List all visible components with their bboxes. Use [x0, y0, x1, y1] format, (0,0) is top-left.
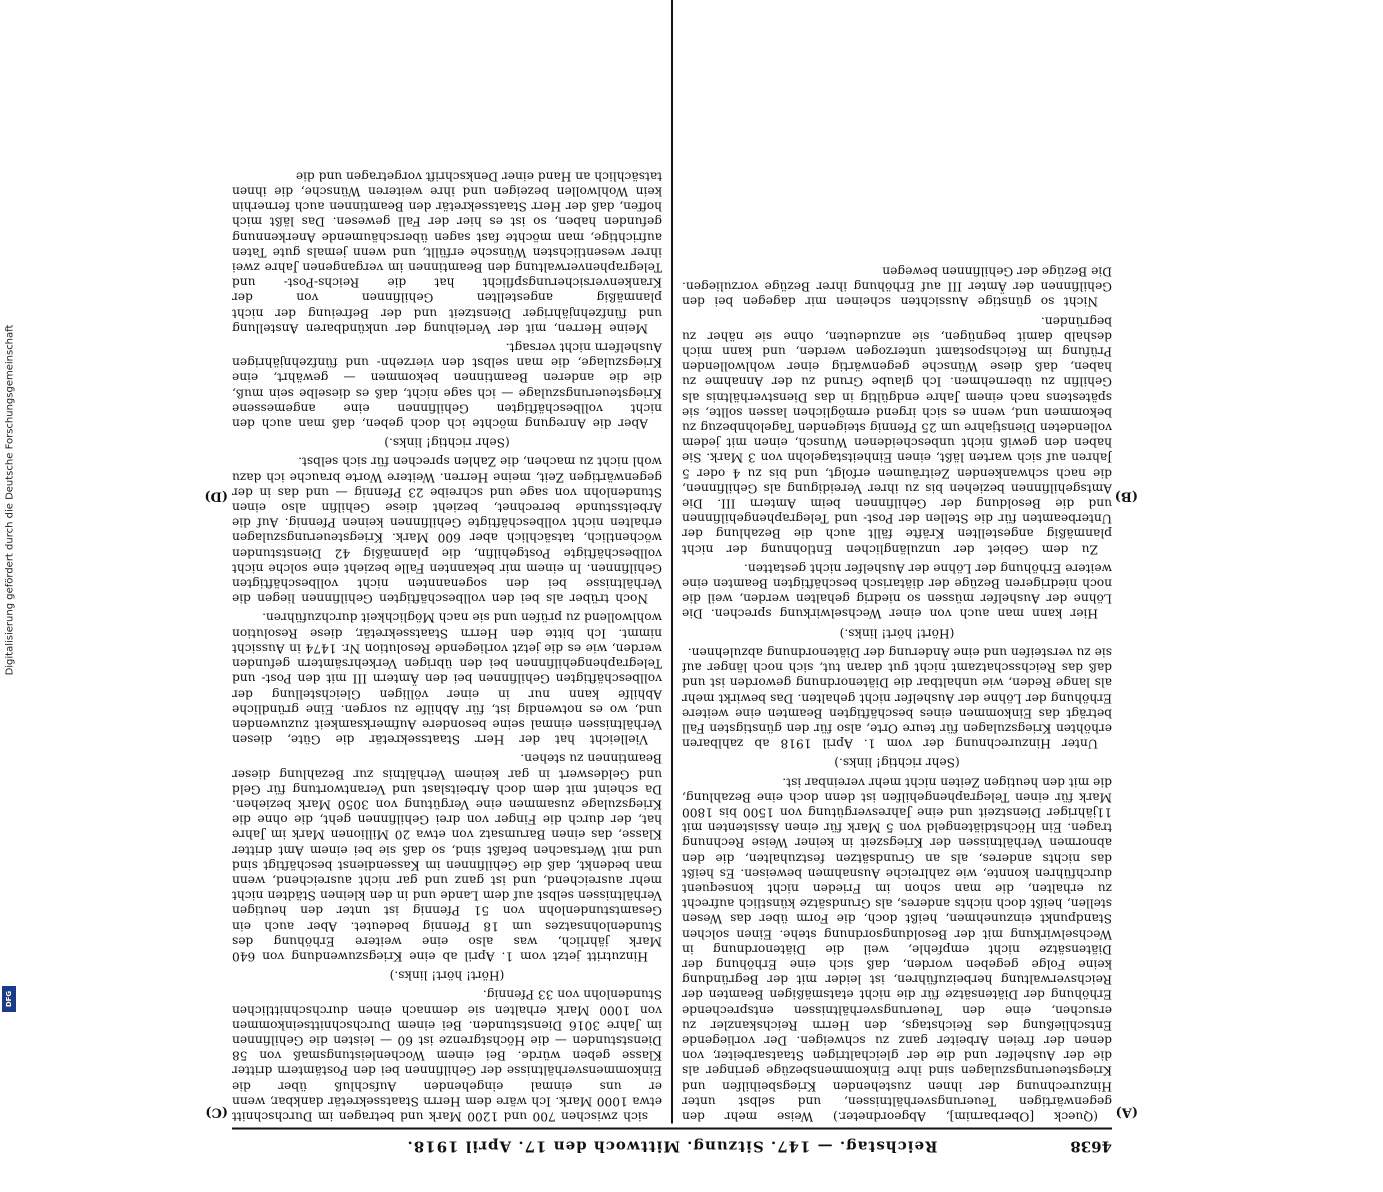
- page-header: [232, 1128, 1112, 1164]
- paragraph: sich zwischen 700 und 1200 Mark und betragen im Durchschnitt etwa 1000 Mark. Ich wäre dem Herrn Staatssekretär dankbar, wenn er uns einmal eingehenden Aufschluß über die Einkommensverhältnisse der Gehilfinnen bei den Postämtern dritter Klasse geben würde. Bei einem Wochenleistungsmaß von 58 Dienststunden — die Höchstgrenze ist 60 — leisten die Gehilfinnen im Jahre 3016 Dienststunden. Bei einem Durchschnittseinkommen von 1000 Mark erhalten sie demnach einen durchschnittlichen Stundenlohn von 33 Pfennig.: [231, 987, 662, 1124]
- sheet: [203, 0, 1138, 1164]
- paragraph: Noch trüber als bei den vollbeschäftigten Gehilfinnen liegen die Verhältnisse bei den sogenannten nicht vollbeschäftigten Gehilfinnen. In einem mir bekannten Falle bezieht eine solche nicht vollbeschäftigte Postgehilfin, die planmäßig 42 Dienststunden wöchentlich, tatsächlich aber 600 Mark. Kriegsteuerungszulagen erhalten nicht vollbeschäftigte Gehilfinnen keinen Pfennig. Auf die Arbeitsstunde berechnet, bezieht diese Gehilfin also einen Stundenlohn von sage und schreibe 23 Pfennig — und das in der gegenwärtigen Zeit, meine Herren. Weitere Worte brauche ich dazu wohl nicht zu machen, die Zahlen sprechen für sich selbst.: [231, 454, 662, 606]
- document-page: [192, 0, 1192, 1192]
- interjection: (Sehr richtig! links.): [833, 755, 960, 770]
- interjection: (Hört! hört! links.): [389, 968, 504, 983]
- dfg-logo: [2, 986, 16, 1012]
- paragraph: Aber die Anregung möchte ich doch geben, daß man auch den nicht vollbeschäftigten Gehilfinnen eine angemessene Kriegsteuerungszulage — ich sage nicht, daß es dieselbe sein muß, die die anderen Beamtinnen bekommen — gewährt, eine Kriegszulage, die man selbst den vierzehn- und fünfzehnjährigen Aushelfern nicht versagt.: [231, 340, 662, 431]
- dfg-logo-text: DFG: [5, 990, 13, 1008]
- margin-marker-c: (C): [204, 1104, 228, 1120]
- rotated-page: [192, 0, 1192, 1192]
- dfg-credit-text: Digitalisierung gefördert durch die Deutsche Forschungsgemeinschaft: [4, 324, 16, 676]
- page-title: Reichstag. — 147. Sitzung. Mittwoch den 17. April 1918.: [406, 1137, 937, 1156]
- paragraph: Hier kann man auch von einer Wechselwirkung sprechen. Die Löhne der Aushelfer müssen so niedrig gehalten werden, weil die noch niedrigeren Bezüge der diätarisch beschäftigten Beamten eine weitere Erhöhung der Löhne der Aushelfer nicht gestatten.: [681, 561, 1112, 621]
- paragraph: Zu dem Gebiet der unzulänglichen Entlohnung der nicht planmäßig angestellten Kräfte fällt auch die Bezahlung der Unterbeamten für die Stellen der Post- und Telegraphengehilfinnen und die Besoldung der Gehilfinnen beim Amtern III. Die Amtsgehilfinnen beziehen bis zu ihrer Vereidigung als Gehilfinnen, die nach schwankenden Zeiträumen erfolgt, und bis zu 4 oder 5 Jahren auf sich warten läßt, einen Einheitstagelohn von 3 Mark. Sie haben den gewiß nicht unbescheidenen Wunsch, einen mit jedem vollendeten Dienstjahre um 25 Pfennig steigenden Tagelohnbezug zu bekommen und, wenn es sich irgend ermöglichen lassen sollte, sie spätestens nach einem Jahre endgültig in das Dienstverhältnis als Gehilfin zu übernehmen. Ich glaube Grund zu der Annahme zu haben, daß diese Wünsche gegenwärtig einer wohlwollenden Prüfung im Reichspostamt unterzogen werden, und kann mich deshalb damit begnügen, sie anzudeuten, ohne sie näher zu begründen.: [681, 314, 1112, 557]
- text-columns: [232, 0, 1112, 1124]
- interjection: (Hört! hört! links.): [839, 626, 954, 641]
- paragraph: Vielleicht hat der Herr Staatssekretär die Güte, diesen Verhältnissen einmal seine besondere Aufmerksamkeit zuzuwenden und, wo es notwendig ist, für Abhilfe zu sorgen. Eine gründliche Abhilfe kann nur in einer völligen Gleichstellung der vollbeschäftigten Gehilfinnen bei den Ämtern III mit den Post- und Telegraphengehilfinnen bei den übrigen Verkehrsämtern gefunden werden, wie es die jetzt vorliegende Resolution Nr. 1474 in Aussicht nimmt. Ich bitte den Herrn Staatssekretär, diese Resolution wohlwollend zu prüfen und sie nach Möglichkeit durchzuführen.: [231, 611, 662, 747]
- margin-marker-d: (D): [203, 488, 228, 504]
- paragraph: (Queck [Oberbarnim], Abgeordneter.) Weise mehr den gegenwärtigen Teuerungsverhältnissen, und selbst unter Hinzurechnung der ihnen zustehenden Kriegsbeihilfen und Kriegsteuerungszulagen sind ihre Einkommensbezüge geringer als die der Aushelfer und die der gleichaltrigen Staatsarbeiter, von denen der freien Arbeiter ganz zu schweigen. Der vorliegende Entschließung des Reichstags, den Herrn Reichskanzler zu ersuchen, eine den Teuerungsverhältnissen entsprechende Erhöhung der Diätensätze für die nicht etatsmäßigen Beamten der Reichsverwaltung herbeizuführen, ist leider mit der Begründung keine Folge gegeben worden, daß sich eine Erhöhung der Diätensätze nicht empfehle, weil die Diätenordnung in Wechselwirkung mit der Besoldungsordnung stehe. Einen solchen Standpunkt einzunehmen, heißt doch, die Form über das Wesen stellen, heißt doch nichts anderes, als Grundsätze künstlich aufrecht zu erhalten, die man schon im Frieden nicht konsequent durchführen konnte, wie zahlreiche Ausnahmen beweisen. Es heißt das nichts anderes, als an Grundsätzen festzuhalten, die den abnormen Verhältnissen der Kriegszeit in keiner Weise Rechnung tragen. Ein Höchstdiätengeld von 5 Mark für einen Assistenten mit 11jähriger Dienstzeit und eine Jahresvergütung von 1500 bis 1800 Mark für einen Telegraphengehilfen ist denn doch eine Bezahlung, die mit den heutigen Zeiten nicht mehr vereinbar ist.: [681, 775, 1112, 1124]
- paragraph: Meine Herren, mit der Verleihung der unkündbaren Anstellung und fünfzehnjähriger Dienstzeit und der Befreiung der nicht planmäßig angestellten Gehilfinnen von der Krankenversicherungspflicht hat die Reichs-Post- und Telegraphenverwaltung den Beamtinnen im vergangenen Jahre zwei ihrer wesentlichsten Wünsche erfüllt, und wenn jemals gute Taten aufrichtige, man möchte fast sagen überschäumende Anerkennung gefunden haben, so ist es hier der Fall gewesen. Das läßt mich hoffen, daß der Herr Staatssekretär den Beamtinnen auch fernerhin kein Wohlwollen bezeigen und ihre weiteren Wünsche, die ihnen tatsächlich an Hand einer Denkschrift vorgetragen und die: [231, 169, 662, 336]
- margin-marker-a: (A): [1115, 1104, 1138, 1120]
- column-divider: [671, 0, 673, 1124]
- margin-marker-b: (B): [1114, 488, 1138, 504]
- left-column: [682, 0, 1112, 1124]
- interjection: (Sehr richtig! links.): [383, 435, 510, 450]
- paragraph: Nicht so günstige Aussichten scheinen mir dagegen bei den Gehilfinnen der Ämter III auf Erhöhung ihrer Bezüge vorzuliegen. Die Bezüge der Gehilfinnen bewegen: [681, 264, 1112, 309]
- digitization-sidebar: [0, 20, 20, 1008]
- right-column: [232, 0, 662, 1124]
- page-number: 4638: [1069, 1137, 1112, 1156]
- paragraph: Hinzutritt jetzt vom 1. April ab eine Kriegszuwendung von 640 Mark jährlich, was also eine weitere Erhöhung des Stundenlohnsatzes um 18 Pfennig bedeutet. Aber auch ein Gesamtstundenlohn von 51 Pfennig ist unter den heutigen Verhältnissen selbst auf dem Lande und in den kleinen Städten nicht mehr ausreichend, und ist ganz und gar nicht ausreichend, wenn man bedenkt, daß die Gehilfinnen im Kassendienst beschäftigt sind und mit Wertsachen befaßt sind, so daß sie bei einem Amt dritter Klasse, das einen Barumsatz von etwa 20 Millionen Mark im Jahre hat, der durch die Finger von drei Gehilfinnen geht, die ohne die Kriegszulage zusammen eine Vergütung von 3050 Mark beziehen. Da scheint mit dem doch Arbeitslast und Verantwortung für Geld und Geldeswert in gar keinem Verhältnis zur Bezahlung dieser Beamtinnen zu stehen.: [231, 751, 662, 964]
- paragraph: Unter Hinzurechnung der vom 1. April 1918 ab zahlbaren erhöhten Kriegszulagen für teure Orte, also für den günstigsten Fall beträgt das Einkommen eines beschäftigten Beamten eine weitere Erhöhung der Löhne der Aushelfer nicht gehalten. Das bewirkt mehr als lange Reden, wie unhaltbar die Diätenordnung geworden ist und daß das Reichsschatzamt nicht gut daran tut, sich noch länger auf sie zu versteifen und eine Änderung der Diätenordnung abzulehnen.: [681, 645, 1112, 751]
